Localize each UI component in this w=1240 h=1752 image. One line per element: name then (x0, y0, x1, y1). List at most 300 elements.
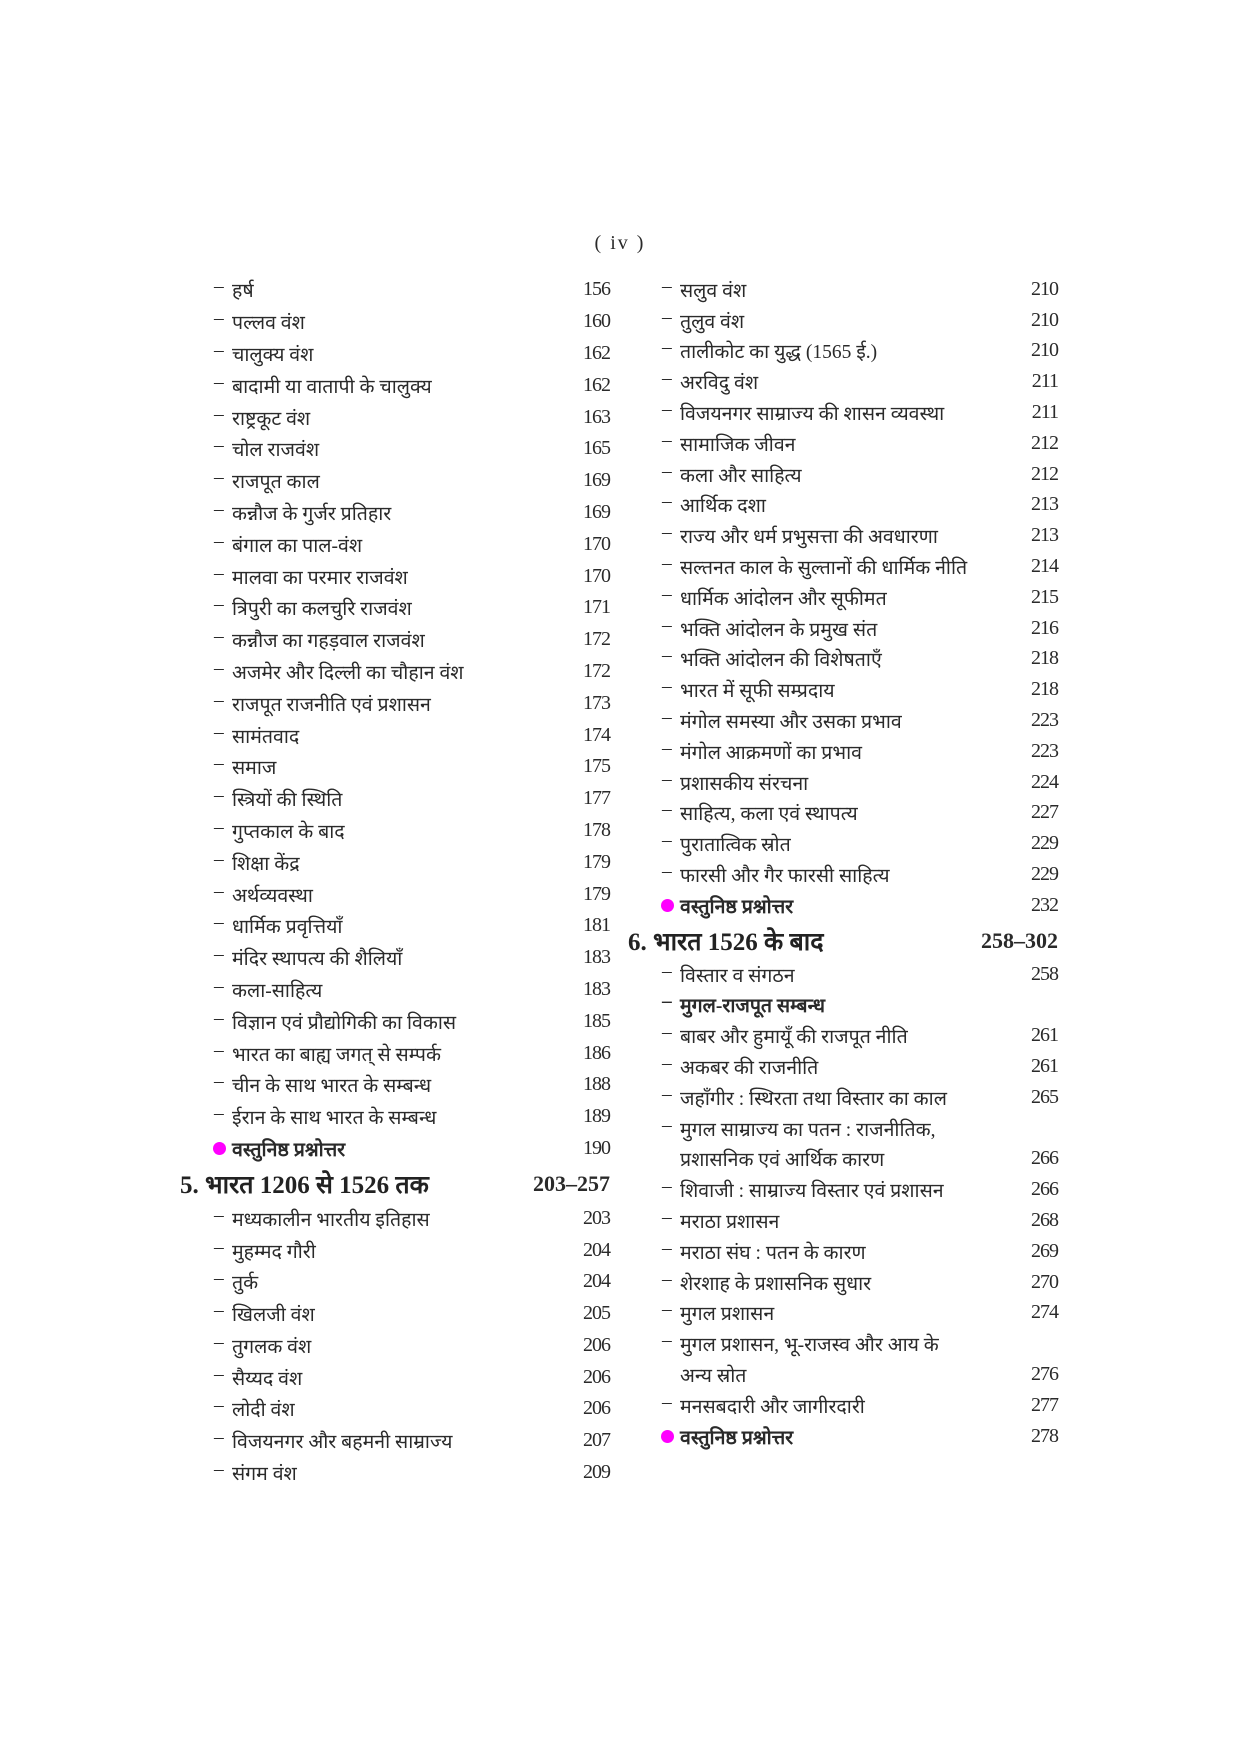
toc-entry (180, 1393, 610, 1425)
toc-entry (628, 428, 1058, 459)
entry-text: राजपूत काल (232, 472, 320, 494)
toc-entry (180, 1425, 610, 1457)
page-ref: 162 (583, 341, 610, 364)
entry-title (628, 1022, 908, 1049)
toc-entry (628, 959, 1058, 990)
page-ref: 206 (583, 1365, 610, 1388)
entry-text: मनसबदारी और जागीरदारी (680, 1396, 865, 1418)
entry-title (180, 817, 345, 844)
page-ref: 179 (583, 850, 610, 873)
toc-entry (628, 366, 1058, 397)
entry-text: कन्नौज के गुर्जर प्रतिहार (232, 503, 392, 525)
entry-text: भक्ति आंदोलन के प्रमुख संत (680, 619, 878, 641)
page-ref: 214 (1031, 555, 1058, 578)
page-ref: 274 (1031, 1301, 1058, 1324)
entry-text: आर्थिक दशा (680, 496, 766, 518)
entry-text: शिवाजी : साम्राज्य विस्तार एवं प्रशासन (680, 1181, 944, 1203)
entry-text: सलुव वंश (680, 280, 747, 302)
entry-title (180, 1459, 297, 1486)
page-ref: 206 (583, 1333, 610, 1356)
page-ref: 211 (1031, 401, 1058, 424)
entry-title (628, 738, 862, 765)
entry-text: मुहम्मद गौरी (232, 1241, 316, 1263)
page-ref: 276 (1031, 1362, 1058, 1385)
entry-title (180, 1205, 430, 1232)
entry-title (628, 368, 758, 395)
toc-entry (628, 1144, 1058, 1175)
entry-text: सामंतवाद (232, 726, 300, 748)
entry-title (180, 308, 305, 335)
entry-text: साहित्य, कला एवं स्थापत्य (680, 804, 858, 826)
page-ref: 203 (583, 1206, 610, 1229)
entry-text: बंगाल का पाल-वंश (232, 535, 363, 557)
toc-entry (628, 828, 1058, 859)
entry-text: कला और साहित्य (680, 465, 802, 487)
toc-entry (628, 644, 1058, 675)
entry-text: मध्यकालीन भारतीय इतिहास (232, 1209, 430, 1231)
entry-title (180, 1071, 431, 1098)
entry-title (628, 861, 890, 888)
page-ref: 212 (1031, 431, 1058, 454)
bullet-icon (661, 1430, 674, 1443)
page-ref: 173 (583, 691, 610, 714)
entry-text: वस्तुनिष्ठ प्रश्नोत्तर (232, 1139, 346, 1161)
entry-title (180, 722, 299, 749)
entry-text: चीन के साथ भारत के सम्बन्ध (232, 1076, 432, 1098)
entry-text: पल्लव वंश (232, 313, 305, 335)
toc-entry (180, 910, 610, 942)
page-ref: 258 (1031, 962, 1058, 985)
page-ref: 183 (583, 946, 610, 969)
toc-entry (628, 1174, 1058, 1205)
toc-entry (628, 990, 1058, 1021)
entry-title (180, 563, 408, 590)
toc-entry (180, 528, 610, 560)
page-ref: 163 (583, 405, 610, 428)
page-ref: 216 (1031, 616, 1058, 639)
toc-entry (180, 338, 610, 370)
page-ref: 266 (1031, 1147, 1058, 1170)
entry-text: भारत का बाह्य जगत् से सम्पर्क (232, 1044, 441, 1066)
toc-entry (628, 1236, 1058, 1267)
entry-title (180, 912, 342, 939)
entry-title (180, 340, 313, 367)
toc-entry (628, 490, 1058, 521)
toc-entry (180, 369, 610, 401)
entry-title (628, 615, 877, 642)
entry-text: मालवा का परमार राजवंश (232, 567, 408, 589)
entry-text: समाज (232, 758, 277, 780)
page-ref: 265 (1031, 1085, 1058, 1108)
page-ref: 177 (583, 787, 610, 810)
entry-title (628, 892, 793, 919)
entry-text: मंगोल आक्रमणों का प्रभाव (680, 742, 862, 764)
toc-entry (180, 1101, 610, 1133)
page-ref: 224 (1031, 770, 1058, 793)
toc-entry (628, 1020, 1058, 1051)
page-ref: 261 (1031, 1024, 1058, 1047)
toc-entry (180, 1202, 610, 1234)
entry-title (628, 337, 877, 364)
entry-title (628, 1238, 866, 1265)
page-ref: 210 (1031, 339, 1058, 362)
toc-entry (180, 624, 610, 656)
toc-entry (180, 1234, 610, 1266)
toc-entry (180, 306, 610, 338)
toc-entry (628, 551, 1058, 582)
page-ref: 178 (583, 818, 610, 841)
entry-text: मुगल-राजपूत सम्बन्ध (680, 996, 825, 1018)
page-ref: 175 (583, 755, 610, 778)
entry-text: भारत में सूफी सम्प्रदाय (680, 681, 835, 703)
entry-text: चोल राजवंश (232, 440, 320, 462)
page-ref: 190 (583, 1136, 610, 1159)
entry-text: स्त्रियों की स्थिति (232, 790, 343, 812)
page-ref: 278 (1031, 1424, 1058, 1447)
entry-text: शिक्षा केंद्र (232, 853, 300, 875)
entry-text: प्रशासकीय संरचना (680, 773, 809, 795)
toc-entry (628, 674, 1058, 705)
entry-title (180, 1167, 429, 1201)
page-ref: 160 (583, 310, 610, 333)
entry-title (180, 1332, 311, 1359)
entry-title (180, 658, 464, 685)
toc-entry (180, 1298, 610, 1330)
entry-title (628, 1299, 774, 1326)
toc-entry (180, 465, 610, 497)
toc-entry (628, 459, 1058, 490)
toc-entry (180, 687, 610, 719)
page-ref: 270 (1031, 1270, 1058, 1293)
entry-text: राज्य और धर्म प्रभुसत्ता की अवधारणा (680, 527, 938, 549)
entry-text: अन्य स्रोत (680, 1365, 747, 1387)
entry-title (628, 307, 744, 334)
entry-title (628, 924, 824, 958)
page-ref: 258–302 (981, 927, 1058, 953)
entry-text: विजयनगर और बहमनी साम्राज्य (232, 1432, 453, 1454)
page-ref: 170 (583, 532, 610, 555)
page-ref: 269 (1031, 1239, 1058, 1262)
toc-entry (180, 1330, 610, 1362)
page-ref: 227 (1031, 801, 1058, 824)
toc-entry (628, 798, 1058, 829)
entry-text: त्रिपुरी का कलचुरि राजवंश (232, 599, 412, 621)
toc-entry (628, 736, 1058, 767)
entry-title (180, 372, 432, 399)
toc-entry (180, 560, 610, 592)
toc-column-left (180, 274, 610, 1488)
toc-entry (180, 1069, 610, 1101)
page-ref: 186 (583, 1041, 610, 1064)
entry-title (180, 1103, 436, 1130)
page-ref: 266 (1031, 1178, 1058, 1201)
entry-title (180, 1300, 315, 1327)
entry-title (628, 399, 944, 426)
toc-entry (628, 613, 1058, 644)
entry-text: पुरातात्विक स्रोत (680, 835, 791, 857)
page-ref: 223 (1031, 739, 1058, 762)
objective-questions-entry (180, 1133, 610, 1165)
page-ref: 229 (1031, 832, 1058, 855)
page-ref: 172 (583, 628, 610, 651)
entry-title (628, 1269, 871, 1296)
entry-title (180, 1395, 295, 1422)
entry-text: मराठा प्रशासन (680, 1212, 780, 1233)
page-ref: 218 (1031, 647, 1058, 670)
entry-title (628, 1392, 865, 1419)
page-ref: 211 (1031, 370, 1058, 393)
entry-text: कला-साहित्य (232, 980, 323, 1002)
entry-text: फारसी और गैर फारसी साहित्य (680, 866, 890, 888)
toc-entry (628, 1113, 1058, 1144)
entry-title (180, 276, 254, 303)
entry-title (180, 690, 431, 717)
page-ref: 207 (583, 1429, 610, 1452)
toc-entry (628, 1328, 1058, 1359)
entry-text: भक्ति आंदोलन की विशेषताएँ (680, 650, 882, 672)
entry-text: प्रशासनिक एवं आर्थिक कारण (680, 1150, 885, 1172)
page-ref: 218 (1031, 678, 1058, 701)
entry-text: तुगलक वंश (232, 1336, 312, 1358)
entry-title (180, 1237, 316, 1264)
toc-entry (180, 1361, 610, 1393)
entry-title (180, 753, 276, 780)
entry-text: बादामी या वातापी के चालुक्य (232, 376, 432, 398)
entry-title (180, 976, 322, 1003)
page-ref: 169 (583, 500, 610, 523)
toc-entry (180, 719, 610, 751)
page-ref: 209 (583, 1461, 610, 1484)
page-ref: 162 (583, 373, 610, 396)
entry-title (180, 881, 313, 908)
chapter-heading (628, 923, 1058, 959)
toc-entry (180, 751, 610, 783)
page-ref: 172 (583, 659, 610, 682)
page-ref: 206 (583, 1397, 610, 1420)
page-ref: 174 (583, 723, 610, 746)
toc-entry (628, 336, 1058, 367)
entry-text: सामाजिक जीवन (680, 434, 796, 456)
entry-title (628, 830, 791, 857)
entry-title (628, 430, 796, 457)
toc-entry (180, 942, 610, 974)
entry-title (628, 522, 938, 549)
entry-title (628, 1084, 947, 1111)
entry-text: वस्तुनिष्ठ प्रश्नोत्तर (680, 1427, 794, 1449)
entry-title (628, 1115, 936, 1142)
entry-text: खिलजी वंश (232, 1305, 315, 1327)
page-ref: 213 (1031, 524, 1058, 547)
page-ref: 179 (583, 882, 610, 905)
toc-entry (628, 305, 1058, 336)
entry-title (180, 785, 342, 812)
toc-entry (628, 582, 1058, 613)
entry-title (180, 1040, 441, 1067)
objective-questions-entry (628, 1421, 1058, 1452)
toc-entry (180, 783, 610, 815)
entry-title (628, 1361, 746, 1388)
toc-entry (628, 1298, 1058, 1329)
entry-text: अर्थव्यवस्था (232, 885, 313, 907)
entry-text: बाबर और हुमायूँ की राजपूत नीति (680, 1027, 908, 1049)
entry-text: अरविदु वंश (680, 373, 759, 395)
entry-title (628, 1330, 939, 1357)
entry-text: अकबर की राजनीति (680, 1058, 819, 1080)
toc-entry (180, 1457, 610, 1489)
page-ref: 203–257 (533, 1171, 610, 1197)
toc-entry (628, 1267, 1058, 1298)
entry-title (628, 553, 967, 580)
entry-text: जहाँगीर : स्थिरता तथा विस्तार का काल (680, 1088, 947, 1110)
bullet-icon (213, 1142, 226, 1155)
page-ref: 165 (583, 437, 610, 460)
entry-title (628, 461, 802, 488)
toc-entry (628, 520, 1058, 551)
toc-entry (628, 1390, 1058, 1421)
page-ref: 277 (1031, 1393, 1058, 1416)
entry-text: मराठा संघ : पतन के कारण (680, 1242, 866, 1264)
toc-entry (628, 1051, 1058, 1082)
page-ref: 210 (1031, 308, 1058, 331)
toc-entry (180, 815, 610, 847)
entry-title (180, 594, 412, 621)
entry-text: मुगल प्रशासन, भू-राजस्व और आय के (680, 1335, 939, 1357)
page-ref: 204 (583, 1270, 610, 1293)
entry-text: 5. भारत 1206 से 1526 तक (180, 1172, 429, 1200)
toc-entry (180, 974, 610, 1006)
toc-entry (628, 859, 1058, 890)
entry-text: विस्तार व संगठन (680, 965, 795, 987)
toc-entry (180, 1266, 610, 1298)
page-ref: 229 (1031, 863, 1058, 886)
entry-title (628, 1423, 793, 1450)
toc-entry (628, 705, 1058, 736)
entry-title (628, 1145, 884, 1172)
page-ref: 223 (1031, 709, 1058, 732)
entry-title (628, 769, 808, 796)
entry-text: संगम वंश (232, 1464, 297, 1486)
entry-text: सैय्यद वंश (232, 1368, 303, 1390)
toc-entry (180, 401, 610, 433)
page-ref: 204 (583, 1238, 610, 1261)
toc-column-right (628, 274, 1058, 1451)
entry-title (180, 467, 320, 494)
entry-title (180, 499, 391, 526)
entry-text: वस्तुनिष्ठ प्रश्नोत्तर (680, 896, 794, 918)
page-number: ( iv ) (594, 232, 646, 254)
toc-entry (180, 433, 610, 465)
toc-entry (180, 592, 610, 624)
entry-title (180, 849, 300, 876)
entry-text: राष्ट्रकूट वंश (232, 408, 311, 430)
page-ref: 189 (583, 1105, 610, 1128)
page-ref: 261 (1031, 1055, 1058, 1078)
entry-title (628, 1207, 779, 1234)
entry-title (180, 626, 425, 653)
toc-entry (628, 397, 1058, 428)
entry-text: मंगोल समस्या और उसका प्रभाव (680, 712, 902, 734)
toc-entry (628, 1205, 1058, 1236)
page-ref: 181 (583, 914, 610, 937)
entry-text: धार्मिक आंदोलन और सूफीमत (680, 588, 887, 610)
bullet-icon (661, 899, 674, 912)
entry-title (628, 1053, 818, 1080)
entry-text: गुप्तकाल के बाद (232, 821, 345, 843)
entry-title (180, 944, 402, 971)
entry-text: राजपूत राजनीति एवं प्रशासन (232, 694, 431, 716)
entry-title (628, 491, 766, 518)
toc-entry (180, 1005, 610, 1037)
toc-entry (180, 656, 610, 688)
toc-entry (180, 878, 610, 910)
entry-title (628, 961, 795, 988)
toc-entry (180, 846, 610, 878)
page-ref: 232 (1031, 893, 1058, 916)
entry-text: मंदिर स्थापत्य की शैलियाँ (232, 949, 403, 971)
page-ref: 188 (583, 1073, 610, 1096)
entry-title (180, 1268, 258, 1295)
toc-entry (628, 767, 1058, 798)
page-ref: 183 (583, 977, 610, 1000)
entry-title (180, 1427, 452, 1454)
entry-text: मुगल प्रशासन (680, 1304, 775, 1326)
entry-title (628, 676, 835, 703)
entry-text: धार्मिक प्रवृत्तियाँ (232, 917, 343, 939)
toc-entry (180, 1037, 610, 1069)
entry-title (628, 645, 882, 672)
entry-title (628, 276, 746, 303)
entry-text: विज्ञान एवं प्रौद्योगिकी का विकास (232, 1012, 457, 1034)
entry-title (180, 1008, 456, 1035)
chapter-heading (180, 1166, 610, 1202)
entry-title (180, 1364, 302, 1391)
page-ref: 210 (1031, 277, 1058, 300)
page-ref: 156 (583, 278, 610, 301)
toc-entry (628, 274, 1058, 305)
entry-text: तुर्क (232, 1273, 259, 1295)
entry-text: हर्ष (232, 281, 254, 303)
entry-title (180, 1135, 345, 1162)
entry-text: तालीकोट का युद्ध (1565 ई.) (680, 342, 878, 364)
toc-entry (180, 497, 610, 529)
entry-title (628, 707, 902, 734)
toc-entry (180, 274, 610, 306)
entry-text: अजमेर और दिल्ली का चौहान वंश (232, 662, 464, 684)
entry-text: चालुक्य वंश (232, 344, 314, 366)
page-ref: 171 (583, 596, 610, 619)
entry-text: कन्नौज का गहड़वाल राजवंश (232, 631, 425, 653)
page-ref: 213 (1031, 493, 1058, 516)
entry-title (180, 435, 319, 462)
entry-text: लोदी वंश (232, 1400, 295, 1422)
entry-text: विजयनगर साम्राज्य की शासन व्यवस्था (680, 404, 945, 426)
page-ref: 268 (1031, 1209, 1058, 1231)
page-ref: 170 (583, 564, 610, 587)
entry-title (628, 799, 858, 826)
objective-questions-entry (628, 890, 1058, 921)
entry-title (628, 584, 887, 611)
page-ref: 212 (1031, 462, 1058, 485)
entry-title (180, 404, 310, 431)
page-ref: 169 (583, 469, 610, 492)
page-ref: 205 (583, 1302, 610, 1325)
entry-text: मुगल साम्राज्य का पतन : राजनीतिक, (680, 1119, 936, 1141)
page-ref: 215 (1031, 585, 1058, 608)
entry-text: सल्तनत काल के सुल्तानों की धार्मिक नीति (680, 558, 968, 580)
entry-text: 6. भारत 1526 के बाद (628, 928, 824, 956)
entry-text: तुलुव वंश (680, 311, 745, 333)
entry-title (180, 531, 362, 558)
